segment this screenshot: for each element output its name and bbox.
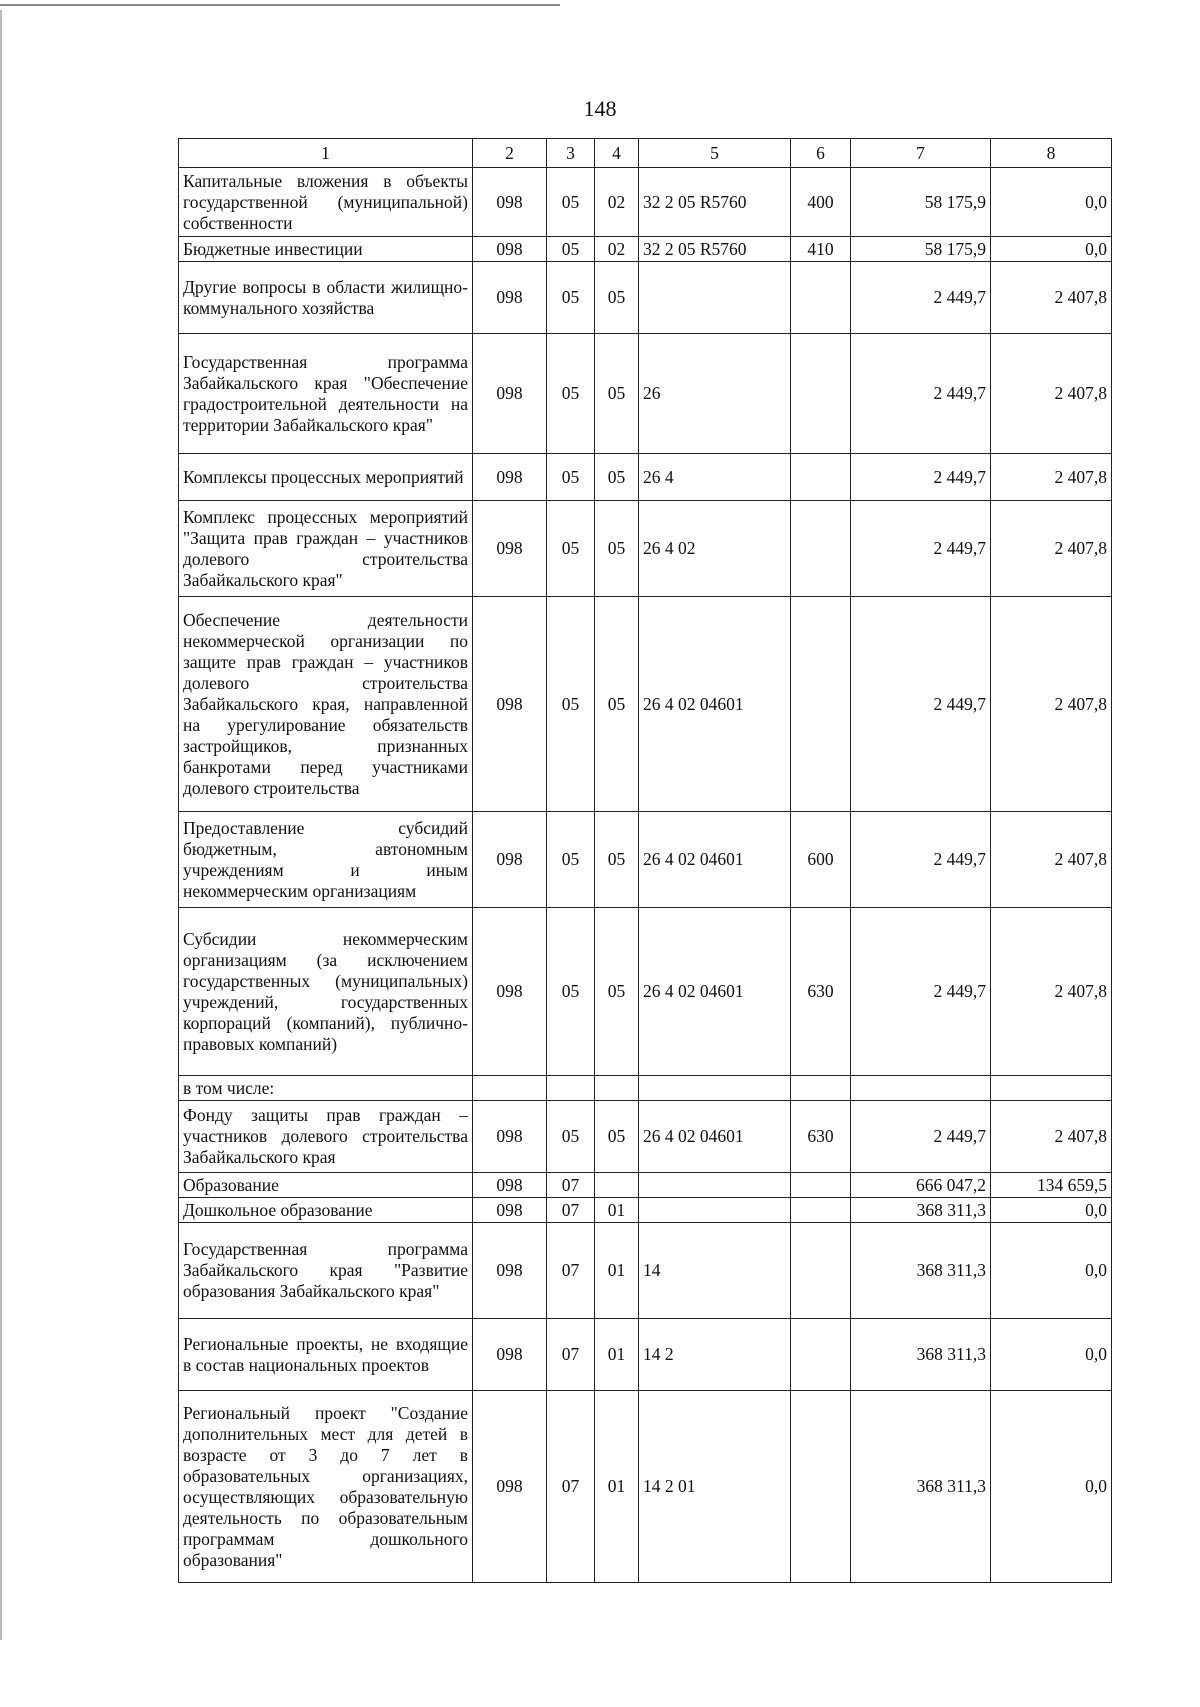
cell-target-article: 26 4 02 xyxy=(639,501,791,597)
cell-ministry: 098 xyxy=(473,1101,547,1173)
cell-target-article: 14 xyxy=(639,1223,791,1319)
row-name: Комплекс процессных мероприятий "Защита прав граждан – участников долевого строительства Забайкальского края" xyxy=(179,501,473,597)
cell-subsection xyxy=(595,1076,639,1101)
cell-amount-8: 0,0 xyxy=(991,1319,1112,1391)
cell-subsection: 05 xyxy=(595,597,639,812)
cell-expense-type: 410 xyxy=(791,237,851,262)
cell-amount-8: 0,0 xyxy=(991,1223,1112,1319)
cell-ministry: 098 xyxy=(473,812,547,908)
cell-expense-type: 630 xyxy=(791,908,851,1076)
cell-expense-type xyxy=(791,262,851,334)
cell-ministry: 098 xyxy=(473,501,547,597)
cell-target-article xyxy=(639,1173,791,1198)
cell-target-article: 26 4 02 04601 xyxy=(639,908,791,1076)
cell-amount-7: 368 311,3 xyxy=(851,1391,991,1583)
cell-amount-7: 58 175,9 xyxy=(851,168,991,237)
cell-section: 05 xyxy=(547,168,595,237)
cell-amount-7: 2 449,7 xyxy=(851,262,991,334)
cell-ministry: 098 xyxy=(473,334,547,454)
cell-subsection: 01 xyxy=(595,1223,639,1319)
cell-ministry: 098 xyxy=(473,237,547,262)
table-row xyxy=(179,237,1112,262)
cell-ministry: 098 xyxy=(473,1223,547,1319)
column-header: 5 xyxy=(639,139,791,168)
cell-target-article: 26 xyxy=(639,334,791,454)
cell-subsection: 01 xyxy=(595,1391,639,1583)
cell-amount-8 xyxy=(991,1076,1112,1101)
cell-expense-type xyxy=(791,501,851,597)
cell-section: 05 xyxy=(547,454,595,501)
table-row xyxy=(179,1319,1112,1391)
cell-amount-8: 2 407,8 xyxy=(991,262,1112,334)
cell-amount-7: 368 311,3 xyxy=(851,1319,991,1391)
cell-subsection: 05 xyxy=(595,812,639,908)
cell-subsection: 05 xyxy=(595,908,639,1076)
row-name: Дошкольное образование xyxy=(179,1198,473,1223)
column-header: 7 xyxy=(851,139,991,168)
cell-section: 05 xyxy=(547,501,595,597)
cell-amount-8: 2 407,8 xyxy=(991,334,1112,454)
row-name: Субсидии некоммерческим организациям (за исключением государственных (муниципальных) учреждений, государственных корпораций (компаний), публично-правовых компаний) xyxy=(179,908,473,1076)
cell-section: 07 xyxy=(547,1173,595,1198)
cell-target-article: 26 4 02 04601 xyxy=(639,597,791,812)
table-row xyxy=(179,1173,1112,1198)
budget-table xyxy=(178,138,1112,1583)
page-number: 148 xyxy=(583,96,617,121)
table-row xyxy=(179,454,1112,501)
cell-amount-8: 0,0 xyxy=(991,237,1112,262)
cell-expense-type xyxy=(791,1391,851,1583)
row-name: Комплексы процессных мероприятий xyxy=(179,454,473,501)
cell-ministry: 098 xyxy=(473,168,547,237)
cell-section: 05 xyxy=(547,908,595,1076)
row-name: Бюджетные инвестиции xyxy=(179,237,473,262)
cell-section: 05 xyxy=(547,812,595,908)
cell-target-article xyxy=(639,1198,791,1223)
cell-ministry: 098 xyxy=(473,1173,547,1198)
cell-expense-type xyxy=(791,1173,851,1198)
cell-subsection: 05 xyxy=(595,334,639,454)
cell-subsection: 05 xyxy=(595,262,639,334)
cell-section: 05 xyxy=(547,262,595,334)
row-name: Обеспечение деятельности некоммерческой организации по защите прав граждан – участников долевого строительства Забайкальского края, направленной на урегулирование обязательств застройщиков, признанных банкротами перед участниками долевого строительства xyxy=(179,597,473,812)
table-row xyxy=(179,168,1112,237)
row-name: Другие вопросы в области жилищно-коммунального хозяйства xyxy=(179,262,473,334)
table-row xyxy=(179,1101,1112,1173)
cell-amount-8: 2 407,8 xyxy=(991,1101,1112,1173)
row-name: Региональные проекты, не входящие в состав национальных проектов xyxy=(179,1319,473,1391)
column-header: 4 xyxy=(595,139,639,168)
scan-left-edge xyxy=(0,10,2,1640)
cell-target-article xyxy=(639,1076,791,1101)
table-row xyxy=(179,334,1112,454)
cell-subsection: 02 xyxy=(595,237,639,262)
cell-target-article: 32 2 05 R5760 xyxy=(639,168,791,237)
row-name: Государственная программа Забайкальского края "Развитие образования Забайкальского края" xyxy=(179,1223,473,1319)
column-header: 6 xyxy=(791,139,851,168)
cell-expense-type xyxy=(791,334,851,454)
cell-target-article xyxy=(639,262,791,334)
cell-target-article: 26 4 02 04601 xyxy=(639,812,791,908)
cell-target-article: 32 2 05 R5760 xyxy=(639,237,791,262)
cell-amount-8: 2 407,8 xyxy=(991,454,1112,501)
table-row xyxy=(179,1223,1112,1319)
header-row xyxy=(179,139,1112,168)
cell-ministry xyxy=(473,1076,547,1101)
cell-amount-7: 2 449,7 xyxy=(851,1101,991,1173)
cell-amount-7: 2 449,7 xyxy=(851,334,991,454)
table-row xyxy=(179,262,1112,334)
cell-subsection: 01 xyxy=(595,1198,639,1223)
cell-expense-type xyxy=(791,1198,851,1223)
cell-ministry: 098 xyxy=(473,1391,547,1583)
cell-section: 07 xyxy=(547,1198,595,1223)
cell-amount-8: 0,0 xyxy=(991,168,1112,237)
cell-target-article: 14 2 01 xyxy=(639,1391,791,1583)
cell-expense-type xyxy=(791,597,851,812)
cell-section: 05 xyxy=(547,334,595,454)
cell-ministry: 098 xyxy=(473,454,547,501)
cell-section: 07 xyxy=(547,1319,595,1391)
row-name: Предоставление субсидий бюджетным, автономным учреждениям и иным некоммерческим организациям xyxy=(179,812,473,908)
scan-top-rule xyxy=(0,4,560,6)
cell-target-article: 14 2 xyxy=(639,1319,791,1391)
cell-expense-type xyxy=(791,1319,851,1391)
table-row xyxy=(179,1198,1112,1223)
cell-section: 05 xyxy=(547,1101,595,1173)
row-name: Государственная программа Забайкальского края "Обеспечение градостроительной деятельности на территории Забайкальского края" xyxy=(179,334,473,454)
cell-amount-8: 2 407,8 xyxy=(991,501,1112,597)
cell-section: 05 xyxy=(547,597,595,812)
column-header: 1 xyxy=(179,139,473,168)
row-name: Образование xyxy=(179,1173,473,1198)
cell-ministry: 098 xyxy=(473,1198,547,1223)
cell-ministry: 098 xyxy=(473,262,547,334)
table-row xyxy=(179,1391,1112,1583)
cell-ministry: 098 xyxy=(473,908,547,1076)
cell-expense-type: 600 xyxy=(791,812,851,908)
cell-section: 07 xyxy=(547,1391,595,1583)
column-header: 3 xyxy=(547,139,595,168)
cell-amount-8: 2 407,8 xyxy=(991,812,1112,908)
cell-ministry: 098 xyxy=(473,597,547,812)
cell-amount-8: 2 407,8 xyxy=(991,908,1112,1076)
cell-expense-type xyxy=(791,454,851,501)
cell-amount-7: 2 449,7 xyxy=(851,501,991,597)
cell-amount-8: 0,0 xyxy=(991,1198,1112,1223)
cell-amount-8: 2 407,8 xyxy=(991,597,1112,812)
cell-expense-type: 630 xyxy=(791,1101,851,1173)
cell-section xyxy=(547,1076,595,1101)
cell-amount-7: 666 047,2 xyxy=(851,1173,991,1198)
cell-subsection: 05 xyxy=(595,1101,639,1173)
cell-subsection: 05 xyxy=(595,454,639,501)
table-row xyxy=(179,812,1112,908)
row-name: Фонду защиты прав граждан – участников долевого строительства Забайкальского края xyxy=(179,1101,473,1173)
cell-target-article: 26 4 xyxy=(639,454,791,501)
cell-amount-7: 368 311,3 xyxy=(851,1198,991,1223)
cell-amount-7: 58 175,9 xyxy=(851,237,991,262)
cell-section: 05 xyxy=(547,237,595,262)
cell-amount-7: 2 449,7 xyxy=(851,812,991,908)
row-name: Региональный проект "Создание дополнительных мест для детей в возрасте от 3 до 7 лет в образовательных организациях, осуществляющих образовательную деятельность по образовательным программам дошкольного образования" xyxy=(179,1391,473,1583)
cell-amount-8: 134 659,5 xyxy=(991,1173,1112,1198)
column-header: 8 xyxy=(991,139,1112,168)
cell-expense-type: 400 xyxy=(791,168,851,237)
cell-subsection xyxy=(595,1173,639,1198)
cell-subsection: 01 xyxy=(595,1319,639,1391)
cell-amount-7 xyxy=(851,1076,991,1101)
cell-amount-7: 2 449,7 xyxy=(851,597,991,812)
cell-amount-7: 2 449,7 xyxy=(851,908,991,1076)
table-row xyxy=(179,501,1112,597)
cell-subsection: 02 xyxy=(595,168,639,237)
cell-expense-type xyxy=(791,1076,851,1101)
table-row xyxy=(179,908,1112,1076)
table-row xyxy=(179,1076,1112,1101)
cell-expense-type xyxy=(791,1223,851,1319)
cell-amount-7: 368 311,3 xyxy=(851,1223,991,1319)
cell-section: 07 xyxy=(547,1223,595,1319)
cell-target-article: 26 4 02 04601 xyxy=(639,1101,791,1173)
column-header: 2 xyxy=(473,139,547,168)
row-name: в том числе: xyxy=(179,1076,473,1101)
cell-ministry: 098 xyxy=(473,1319,547,1391)
row-name: Капитальные вложения в объекты государственной (муниципальной) собственности xyxy=(179,168,473,237)
table-row xyxy=(179,597,1112,812)
cell-amount-7: 2 449,7 xyxy=(851,454,991,501)
cell-amount-8: 0,0 xyxy=(991,1391,1112,1583)
cell-subsection: 05 xyxy=(595,501,639,597)
